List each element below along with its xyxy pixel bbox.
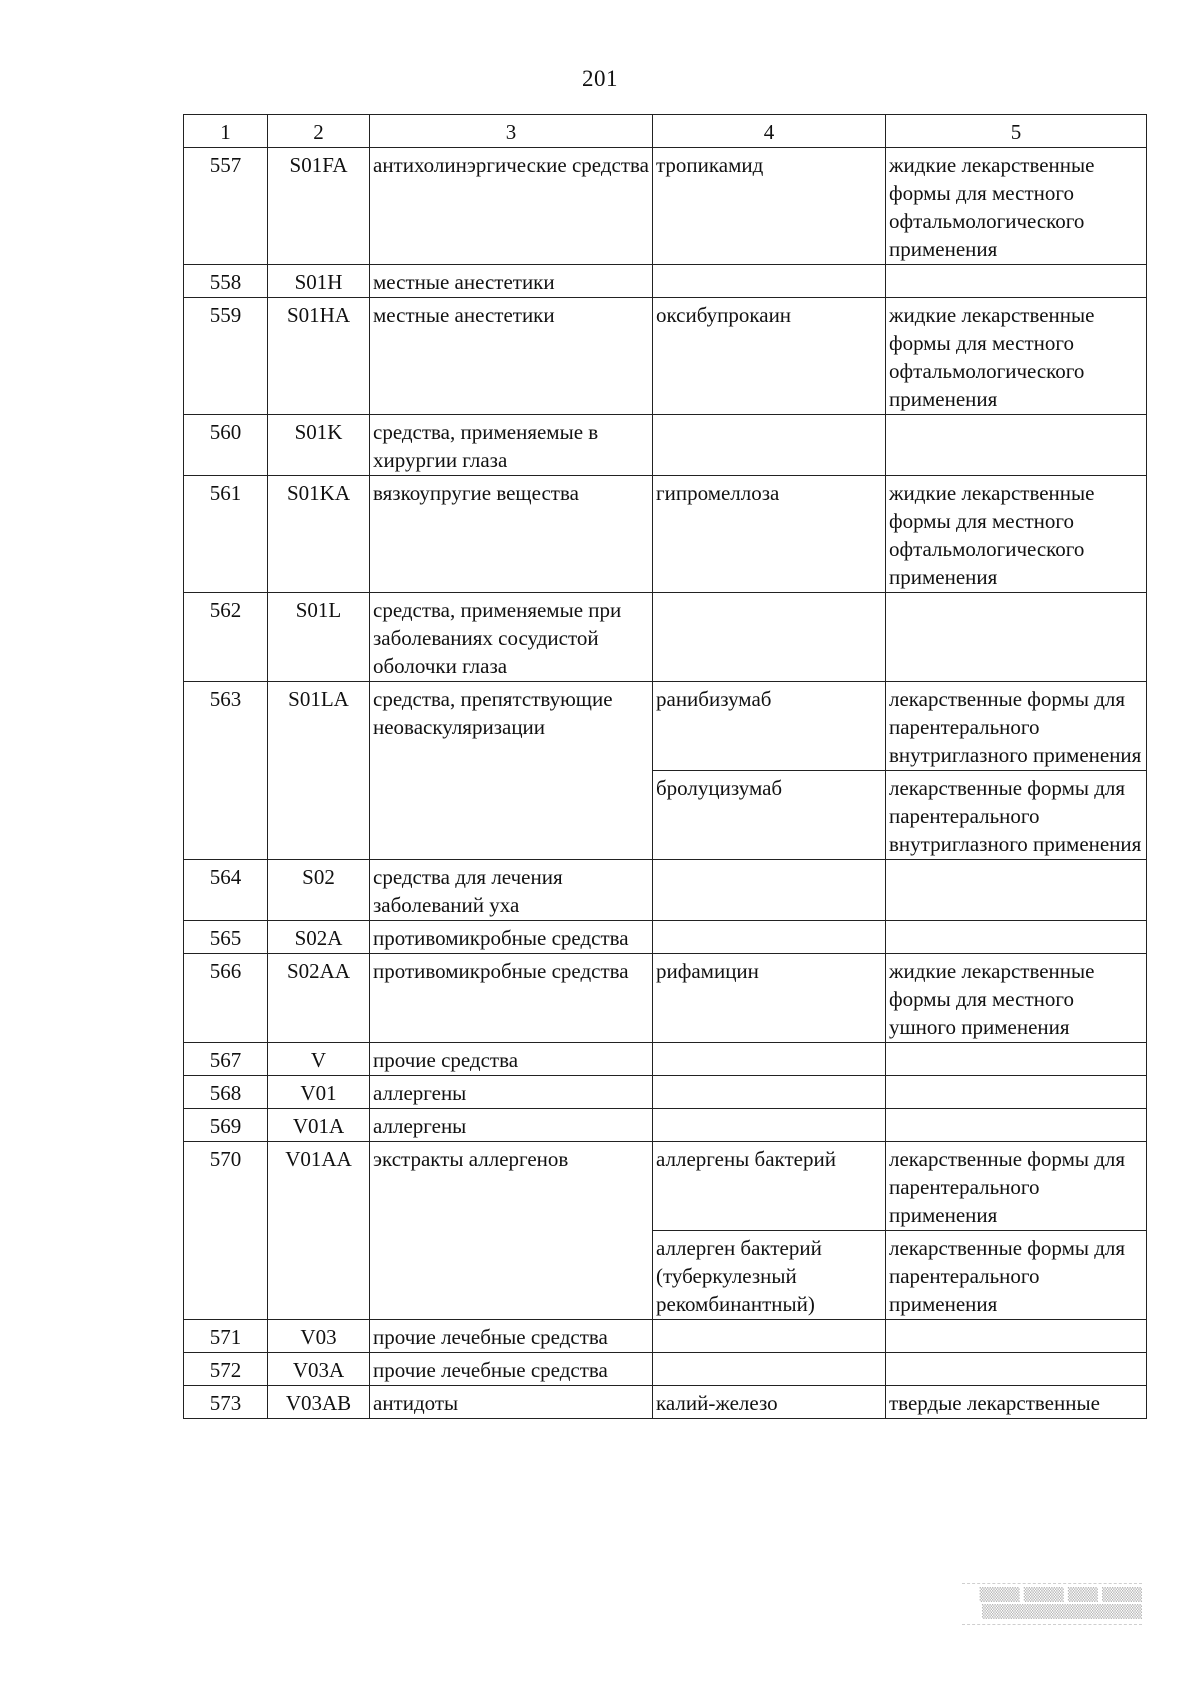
- dosage-form-cell: [886, 415, 1147, 476]
- atc-code-cell: V03: [268, 1320, 370, 1353]
- row-number-cell: 557: [184, 148, 268, 265]
- row-number-cell: 564: [184, 860, 268, 921]
- group-name-cell: прочие лечебные средства: [370, 1320, 653, 1353]
- dosage-form-cell: [886, 1076, 1147, 1109]
- group-name-cell: средства для лечения заболеваний уха: [370, 860, 653, 921]
- group-name-cell: противомикробные средства: [370, 921, 653, 954]
- stamp-mark: ▒▒▒▒ ▒▒▒▒ ▒▒▒ ▒▒▒▒ ▒▒▒▒▒▒▒▒▒▒▒▒▒▒▒▒: [922, 1580, 1142, 1680]
- atc-code-cell: V01: [268, 1076, 370, 1109]
- drug-name-cell: [653, 921, 886, 954]
- group-name-cell: аллергены: [370, 1076, 653, 1109]
- dosage-form-cell: [886, 1109, 1147, 1142]
- table-row: [184, 1386, 1147, 1419]
- header-col-2: 2: [268, 115, 370, 148]
- atc-code-cell: V03A: [268, 1353, 370, 1386]
- dosage-form-cell: жидкие лекарственные формы для местного ушного применения: [886, 954, 1147, 1043]
- dosage-form-cell: [886, 921, 1147, 954]
- drug-name-cell: [653, 1353, 886, 1386]
- atc-code-cell: S01LA: [268, 682, 370, 860]
- drug-name-cell: [653, 1076, 886, 1109]
- table-row: [184, 682, 1147, 771]
- dosage-form-cell: жидкие лекарственные формы для местного офтальмологического применения: [886, 476, 1147, 593]
- row-number-cell: 560: [184, 415, 268, 476]
- table-row: [184, 1353, 1147, 1386]
- dosage-form-cell: [886, 265, 1147, 298]
- atc-code-cell: S01FA: [268, 148, 370, 265]
- table-row: [184, 148, 1147, 265]
- row-number-cell: 563: [184, 682, 268, 860]
- drug-name-cell: бролуцизумаб: [653, 771, 886, 860]
- atc-code-cell: S01K: [268, 415, 370, 476]
- table-header-row: [184, 115, 1147, 148]
- row-number-cell: 569: [184, 1109, 268, 1142]
- row-number-cell: 565: [184, 921, 268, 954]
- group-name-cell: местные анестетики: [370, 298, 653, 415]
- drug-name-cell: тропикамид: [653, 148, 886, 265]
- atc-code-cell: S02: [268, 860, 370, 921]
- group-name-cell: экстракты аллергенов: [370, 1142, 653, 1320]
- atc-code-cell: S01KA: [268, 476, 370, 593]
- atc-code-cell: V03AB: [268, 1386, 370, 1419]
- group-name-cell: прочие средства: [370, 1043, 653, 1076]
- dosage-form-cell: лекарственные формы для парентерального применения: [886, 1142, 1147, 1231]
- dosage-form-cell: [886, 1043, 1147, 1076]
- table-row: [184, 1043, 1147, 1076]
- header-col-4: 4: [653, 115, 886, 148]
- atc-code-cell: S01H: [268, 265, 370, 298]
- dosage-form-cell: [886, 860, 1147, 921]
- atc-code-cell: S01L: [268, 593, 370, 682]
- table-row: [184, 476, 1147, 593]
- atc-code-cell: V01A: [268, 1109, 370, 1142]
- drug-name-cell: [653, 593, 886, 682]
- atc-code-cell: V01AA: [268, 1142, 370, 1320]
- drug-name-cell: [653, 1109, 886, 1142]
- table-row: [184, 298, 1147, 415]
- dosage-form-cell: твердые лекарственные: [886, 1386, 1147, 1419]
- drug-name-cell: гипромеллоза: [653, 476, 886, 593]
- drug-name-cell: [653, 265, 886, 298]
- group-name-cell: местные анестетики: [370, 265, 653, 298]
- group-name-cell: прочие лечебные средства: [370, 1353, 653, 1386]
- row-number-cell: 567: [184, 1043, 268, 1076]
- table-body: [184, 148, 1147, 1419]
- group-name-cell: антихолинэргические средства: [370, 148, 653, 265]
- drug-name-cell: рифамицин: [653, 954, 886, 1043]
- atc-code-cell: S02AA: [268, 954, 370, 1043]
- row-number-cell: 571: [184, 1320, 268, 1353]
- row-number-cell: 572: [184, 1353, 268, 1386]
- drug-name-cell: [653, 1043, 886, 1076]
- drug-name-cell: калий-железо: [653, 1386, 886, 1419]
- dosage-form-cell: лекарственные формы для парентерального внутриглазного применения: [886, 682, 1147, 771]
- row-number-cell: 566: [184, 954, 268, 1043]
- table-row: [184, 265, 1147, 298]
- header-col-1: 1: [184, 115, 268, 148]
- header-col-3: 3: [370, 115, 653, 148]
- dosage-form-cell: жидкие лекарственные формы для местного офтальмологического применения: [886, 148, 1147, 265]
- atc-code-cell: S02A: [268, 921, 370, 954]
- drug-name-cell: аллергены бактерий: [653, 1142, 886, 1231]
- group-name-cell: антидоты: [370, 1386, 653, 1419]
- table-row: [184, 593, 1147, 682]
- group-name-cell: противомикробные средства: [370, 954, 653, 1043]
- dosage-form-cell: жидкие лекарственные формы для местного офтальмологического применения: [886, 298, 1147, 415]
- dosage-form-cell: лекарственные формы для парентерального применения: [886, 1231, 1147, 1320]
- row-number-cell: 573: [184, 1386, 268, 1419]
- table-row: [184, 1109, 1147, 1142]
- drug-name-cell: [653, 415, 886, 476]
- dosage-form-cell: лекарственные формы для парентерального внутриглазного применения: [886, 771, 1147, 860]
- page-number: 201: [582, 66, 618, 91]
- table-row: [184, 1076, 1147, 1109]
- group-name-cell: средства, применяемые в хирургии глаза: [370, 415, 653, 476]
- header-col-5: 5: [886, 115, 1147, 148]
- table-row: [184, 921, 1147, 954]
- row-number-cell: 558: [184, 265, 268, 298]
- row-number-cell: 562: [184, 593, 268, 682]
- group-name-cell: аллергены: [370, 1109, 653, 1142]
- table-row: [184, 1320, 1147, 1353]
- dosage-form-cell: [886, 1320, 1147, 1353]
- drug-table: [183, 114, 1147, 1419]
- row-number-cell: 559: [184, 298, 268, 415]
- drug-name-cell: [653, 1320, 886, 1353]
- table-row: [184, 954, 1147, 1043]
- atc-code-cell: V: [268, 1043, 370, 1076]
- table-row: [184, 1142, 1147, 1231]
- row-number-cell: 561: [184, 476, 268, 593]
- group-name-cell: средства, препятствующие неоваскуляризации: [370, 682, 653, 860]
- atc-code-cell: S01HA: [268, 298, 370, 415]
- row-number-cell: 568: [184, 1076, 268, 1109]
- row-number-cell: 570: [184, 1142, 268, 1320]
- drug-name-cell: оксибупрокаин: [653, 298, 886, 415]
- group-name-cell: средства, применяемые при заболеваниях сосудистой оболочки глаза: [370, 593, 653, 682]
- drug-name-cell: [653, 860, 886, 921]
- group-name-cell: вязкоупругие вещества: [370, 476, 653, 593]
- table-row: [184, 860, 1147, 921]
- dosage-form-cell: [886, 1353, 1147, 1386]
- table-row: [184, 415, 1147, 476]
- drug-name-cell: ранибизумаб: [653, 682, 886, 771]
- drug-name-cell: аллерген бактерий (туберкулезный рекомбинантный): [653, 1231, 886, 1320]
- dosage-form-cell: [886, 593, 1147, 682]
